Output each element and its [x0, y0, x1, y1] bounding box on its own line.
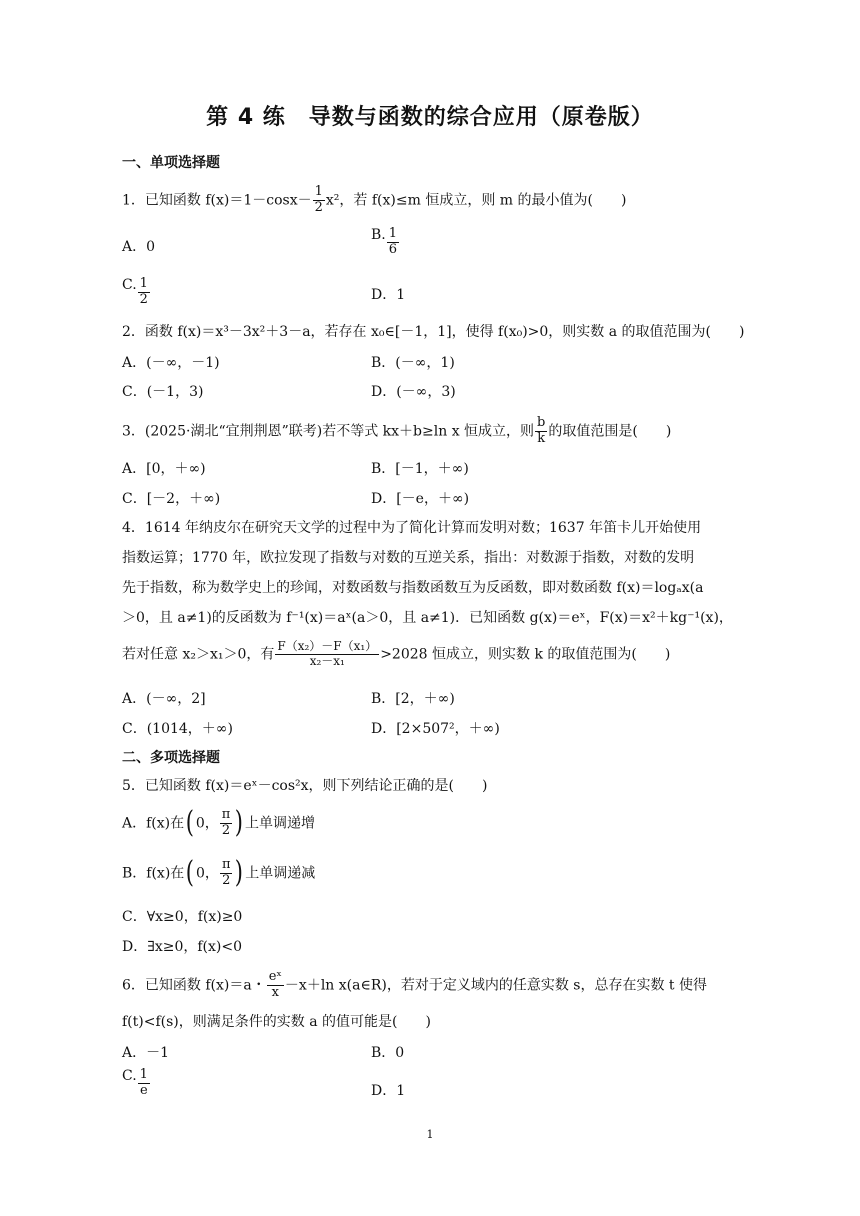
- q4-line-3: 先于指数，称为数学史上的珍闻，对数函数与指数函数互为反函数，即对数函数 f(x)＝logₐx(a: [122, 580, 704, 596]
- q5-option-b: [122, 855, 316, 891]
- section-heading-single-choice: 一、单项选择题: [122, 155, 220, 171]
- q5-b-fraction: [220, 858, 233, 889]
- question-6-stem: [122, 970, 707, 1001]
- right-bracket-icon: ): [235, 805, 244, 841]
- q3-option-a: A．[0，＋∞): [122, 461, 206, 477]
- q5-b-interval-left: 0，: [196, 865, 219, 882]
- q5-option-c: C．∀x≥0，f(x)≥0: [122, 909, 243, 925]
- q6-option-c: [122, 1068, 151, 1099]
- q6-option-a: A．－1: [122, 1045, 170, 1061]
- q1-c-den: 2: [139, 291, 148, 307]
- q4-line-2: 指数运算；1770 年，欧拉发现了指数与对数的互逆关系，指出：对数源于指数，对数的发明: [122, 550, 695, 566]
- question-1-stem: [122, 185, 626, 216]
- q5-b-start: B．f(x)在: [122, 865, 185, 882]
- q1-fraction: [313, 185, 325, 216]
- q6-frac-num: eˣ: [268, 969, 282, 984]
- q4-line-5-start: 若对任意 x₂＞x₁＞0，有: [122, 646, 275, 663]
- q1-b-num: 1: [388, 226, 398, 241]
- q5-a-interval-left: 0，: [195, 815, 219, 832]
- question-2-stem: 2．函数 f(x)＝x³－3x²＋3－a，若存在 x₀∈[－1，1]，使得 f(x₀)>0，则实数 a 的取值范围为( ): [122, 324, 745, 340]
- q5-a-end: 上单调递增: [245, 815, 316, 832]
- q5-b-end: 上单调递减: [245, 865, 316, 882]
- q3-stem-start: 3．(2025·湖北“宜荆荆恩”联考)若不等式 kx＋b≥ln x 恒成立，则: [122, 423, 535, 440]
- q5-b-frac-den: 2: [222, 872, 231, 888]
- q6-frac-den: x: [271, 984, 279, 1000]
- q4-line-4: ＞0，且 a≠1)的反函数为 f⁻¹(x)＝aˣ(a＞0，且 a≠1)．已知函数 g(x)＝eˣ，F(x)＝x²＋kg⁻¹(x)，: [122, 610, 733, 626]
- q1-b-den: 6: [388, 241, 398, 257]
- section-heading-multiple-choice: 二、多项选择题: [122, 750, 220, 766]
- q5-a-frac-num: π: [221, 807, 231, 822]
- q3-stem-end: 的取值范围是( ): [548, 423, 672, 440]
- q5-a-start: A．f(x)在: [122, 815, 185, 832]
- q1-option-c-fraction: [138, 277, 150, 308]
- q3-frac-num: b: [537, 415, 546, 430]
- q6-fraction: [267, 970, 284, 1001]
- page-title: 第 4 练 导数与函数的综合应用（原卷版）: [206, 105, 654, 130]
- q1-frac-den: 2: [314, 199, 323, 215]
- q2-option-b: B．(－∞，1): [371, 355, 455, 371]
- q1-option-b: [371, 227, 400, 258]
- q6-option-c-fraction: [138, 1068, 150, 1099]
- q6-line-2: f(t)<f(s)，则满足条件的实数 a 的值可能是( ): [122, 1014, 431, 1030]
- q6-c-num: 1: [139, 1067, 148, 1082]
- q4-option-a: A．(－∞，2]: [122, 691, 206, 707]
- q6-option-b: B．0: [371, 1045, 405, 1061]
- q1-stem-start: 1．已知函数 f(x)＝1－cosx－: [122, 192, 312, 209]
- q6-option-c-label: C.: [122, 1068, 137, 1084]
- q1-option-c-label: C.: [122, 277, 137, 293]
- question-5-stem: 5．已知函数 f(x)＝eˣ－cos²x，则下列结论正确的是( ): [122, 778, 488, 794]
- q4-frac-den: x₂－x₁: [309, 653, 345, 668]
- q1-stem-end: x²，若 f(x)≤m 恒成立，则 m 的最小值为( ): [325, 192, 627, 209]
- q1-option-d: D．1: [371, 287, 406, 303]
- q2-option-a: A．(－∞，－1): [122, 355, 220, 371]
- q4-line-5-end: >2028 恒成立，则实数 k 的取值范围为( ): [380, 646, 671, 663]
- q5-a-frac-den: 2: [221, 822, 231, 838]
- q4-line-1: 4．1614 年纳皮尔在研究天文学的过程中为了简化计算而发明对数；1637 年笛卡儿开始使用: [122, 520, 702, 536]
- q6-option-d: D．1: [371, 1083, 406, 1099]
- q5-a-fraction: [220, 808, 233, 839]
- q2-option-c: C．(－1，3): [122, 384, 204, 400]
- q3-frac-den: k: [537, 430, 546, 446]
- q6-stem-start: 6．已知函数 f(x)＝a・: [122, 977, 266, 994]
- q4-line-5: [122, 640, 670, 669]
- q4-frac-num: F（x₂）－F（x₁）: [277, 639, 378, 653]
- q1-option-b-label: B.: [371, 227, 386, 243]
- q3-fraction: [535, 416, 547, 447]
- q4-fraction: [275, 640, 379, 669]
- q6-stem-end: －x＋ln x(a∈R)，若对于定义域内的任意实数 s，总存在实数 t 使得: [284, 977, 707, 994]
- q5-option-a: [122, 805, 316, 841]
- right-bracket-icon: ): [235, 855, 244, 891]
- q1-option-b-fraction: [387, 227, 399, 258]
- q3-option-c: C．[－2，＋∞): [122, 491, 221, 507]
- q3-option-d: D．[－e，＋∞): [371, 491, 470, 507]
- page-number: 1: [426, 1128, 434, 1141]
- q3-option-b: B．[－1，＋∞): [371, 461, 469, 477]
- q1-c-num: 1: [139, 276, 148, 291]
- left-bracket-icon: (: [186, 855, 195, 891]
- q4-option-b: B．[2，＋∞): [371, 691, 455, 707]
- q5-option-d: D．∃x≥0，f(x)<0: [122, 939, 242, 955]
- q5-b-frac-num: π: [221, 857, 231, 872]
- q1-option-c: [122, 277, 151, 308]
- q2-option-d: D．(－∞，3): [371, 384, 456, 400]
- question-3-stem: [122, 416, 671, 447]
- q4-option-d: D．[2×507²，＋∞): [371, 721, 500, 737]
- q4-option-c: C．(1014，＋∞): [122, 721, 233, 737]
- q6-c-den: e: [138, 1083, 150, 1099]
- left-bracket-icon: (: [185, 805, 195, 841]
- q1-option-a: A．0: [122, 239, 156, 255]
- q1-frac-num: 1: [314, 184, 323, 199]
